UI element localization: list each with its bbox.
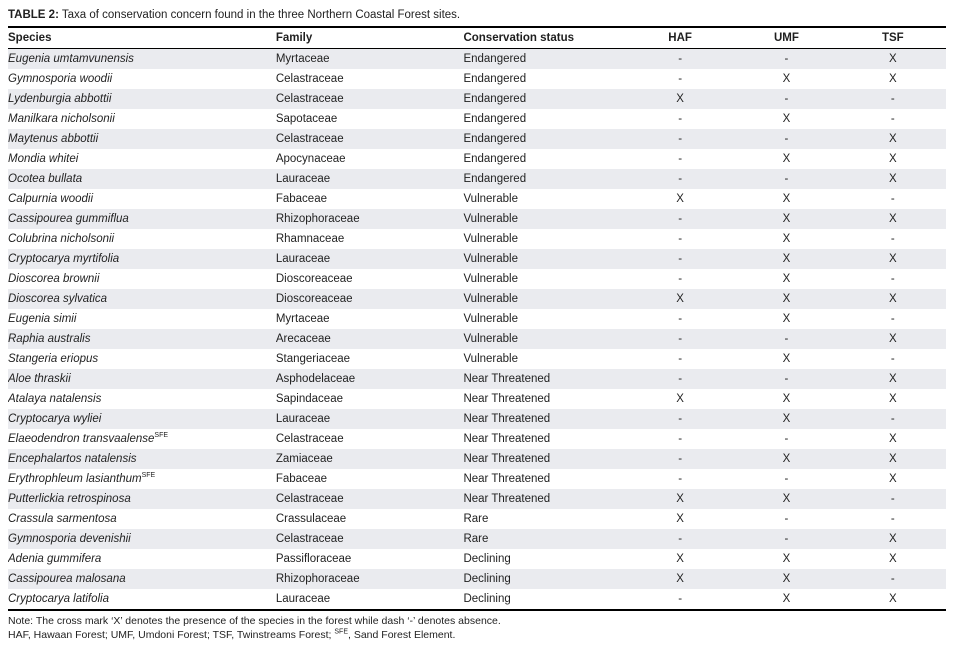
- tsf-mark-cell: -: [890, 93, 895, 105]
- status-cell: Rare: [463, 513, 489, 525]
- tsf-mark-cell: X: [888, 593, 897, 605]
- sfe-superscript: SFE: [141, 472, 156, 480]
- table-row: [8, 229, 946, 249]
- family-cell: Celastraceae: [275, 133, 344, 145]
- status-cell: Declining: [463, 573, 511, 585]
- status-cell: Declining: [463, 593, 511, 605]
- table-row: [8, 49, 946, 70]
- conservation-table: [8, 28, 946, 611]
- table-row: [8, 249, 946, 269]
- species-cell: Atalaya natalensis: [8, 393, 102, 405]
- table-body: [8, 49, 946, 611]
- tsf-mark-cell: X: [888, 173, 897, 185]
- family-cell: Lauraceae: [275, 173, 331, 185]
- family-cell: Lauraceae: [275, 413, 331, 425]
- family-cell: Celastraceae: [275, 73, 344, 85]
- table-row: [8, 329, 946, 349]
- haf-mark-cell: -: [678, 233, 683, 245]
- species-cell: Gymnosporia devenishii: [8, 533, 131, 545]
- umf-mark-cell: -: [784, 433, 789, 445]
- status-cell: Endangered: [463, 153, 527, 165]
- tsf-mark-cell: X: [888, 153, 897, 165]
- haf-mark-cell: -: [678, 273, 683, 285]
- umf-mark-cell: -: [784, 473, 789, 485]
- umf-mark-cell: X: [782, 293, 791, 305]
- haf-mark-cell: -: [678, 473, 683, 485]
- umf-mark-cell: -: [784, 53, 789, 65]
- sfe-superscript: SFE: [334, 628, 348, 635]
- family-cell: Lauraceae: [275, 253, 331, 265]
- table-row: [8, 589, 946, 610]
- species-cell: Cryptocarya myrtifolia: [8, 253, 120, 265]
- column-header-family: Family: [276, 28, 464, 49]
- species-cell: Raphia australis: [8, 333, 91, 345]
- haf-mark-cell: X: [676, 293, 684, 305]
- table-row: [8, 489, 946, 509]
- species-cell: Cryptocarya wyliei: [8, 413, 102, 425]
- column-header-status: Conservation status: [463, 28, 627, 49]
- table-row: [8, 349, 946, 369]
- haf-mark-cell: X: [676, 493, 684, 505]
- tsf-mark-cell: X: [888, 373, 897, 385]
- family-cell: Passifloraceae: [275, 553, 352, 565]
- footnote-abbreviations: [8, 629, 946, 643]
- species-cell: Elaeodendron transvaalense$^{SFE}$: [8, 432, 169, 445]
- status-cell: Rare: [463, 533, 489, 545]
- species-cell: Manilkara nicholsonii: [8, 113, 115, 125]
- column-header-umf: UMF: [733, 28, 839, 49]
- family-cell: Rhizophoraceae: [275, 213, 360, 225]
- umf-mark-cell: X: [782, 353, 791, 365]
- haf-mark-cell: X: [676, 393, 684, 405]
- umf-mark-cell: X: [782, 393, 791, 405]
- family-cell: Lauraceae: [275, 593, 331, 605]
- table-row: [8, 269, 946, 289]
- table-header: [8, 28, 946, 49]
- tsf-mark-cell: -: [890, 113, 895, 125]
- table-row: [8, 529, 946, 549]
- haf-mark-cell: -: [678, 253, 683, 265]
- table-row: [8, 369, 946, 389]
- species-cell: Colubrina nicholsonii: [8, 233, 115, 245]
- family-cell: Stangeriaceae: [275, 353, 351, 365]
- header-row: [8, 28, 946, 49]
- haf-mark-cell: -: [678, 313, 683, 325]
- haf-mark-cell: -: [678, 53, 683, 65]
- haf-mark-cell: -: [678, 453, 683, 465]
- family-cell: Zamiaceae: [275, 453, 333, 465]
- umf-mark-cell: X: [782, 553, 791, 565]
- species-cell: Maytenus abbottii: [8, 133, 99, 145]
- species-cell: Putterlickia retrospinosa: [8, 493, 131, 505]
- umf-mark-cell: -: [784, 333, 789, 345]
- haf-mark-cell: X: [676, 513, 684, 525]
- table-row: [8, 469, 946, 489]
- haf-mark-cell: X: [676, 93, 684, 105]
- umf-mark-cell: X: [782, 593, 791, 605]
- species-cell: Adenia gummifera: [8, 553, 102, 565]
- family-cell: Celastraceae: [275, 493, 344, 505]
- haf-mark-cell: -: [678, 133, 683, 145]
- tsf-mark-cell: X: [888, 553, 897, 565]
- umf-mark-cell: -: [784, 373, 789, 385]
- tsf-mark-cell: -: [890, 573, 895, 585]
- family-cell: Celastraceae: [275, 533, 344, 545]
- table-caption-text: Taxa of conservation concern found in the three Northern Coastal Forest sites.: [58, 9, 461, 21]
- status-cell: Endangered: [463, 53, 527, 65]
- table-row: [8, 409, 946, 429]
- status-cell: Near Threatened: [463, 493, 551, 505]
- status-cell: Vulnerable: [463, 233, 518, 245]
- status-cell: Vulnerable: [463, 293, 518, 305]
- species-cell: Mondia whitei: [8, 153, 79, 165]
- umf-mark-cell: X: [782, 453, 791, 465]
- species-cell: Cassipourea malosana: [8, 573, 126, 585]
- status-cell: Vulnerable: [463, 273, 518, 285]
- species-cell: Calpurnia woodii: [8, 193, 94, 205]
- status-cell: Vulnerable: [463, 193, 518, 205]
- species-cell: Lydenburgia abbottii: [8, 93, 112, 105]
- tsf-mark-cell: X: [888, 533, 897, 545]
- species-cell: Cryptocarya latifolia: [8, 593, 109, 605]
- status-cell: Endangered: [463, 113, 527, 125]
- family-cell: Dioscoreaceae: [275, 293, 353, 305]
- family-cell: Arecaceae: [275, 333, 331, 345]
- umf-mark-cell: X: [782, 273, 791, 285]
- tsf-mark-cell: X: [888, 53, 897, 65]
- tsf-mark-cell: -: [890, 193, 895, 205]
- umf-mark-cell: X: [782, 313, 791, 325]
- status-cell: Near Threatened: [463, 473, 551, 485]
- umf-mark-cell: X: [782, 73, 791, 85]
- table-number: TABLE 2:: [8, 9, 59, 21]
- species-cell: Dioscorea brownii: [8, 273, 100, 285]
- species-cell: Eugenia simii: [8, 313, 77, 325]
- haf-mark-cell: -: [678, 213, 683, 225]
- tsf-mark-cell: X: [888, 333, 897, 345]
- species-cell: Erythrophleum lasianthum$^{SFE}$: [8, 472, 156, 485]
- family-cell: Apocynaceae: [275, 153, 346, 165]
- column-header-tsf: TSF: [840, 28, 946, 49]
- haf-mark-cell: X: [676, 553, 684, 565]
- status-cell: Near Threatened: [463, 453, 551, 465]
- tsf-mark-cell: -: [890, 313, 895, 325]
- footnote-presence: Note: The cross mark ‘X’ denotes the presence of the species in the forest while dash ‘-’ denotes absence.: [8, 615, 501, 627]
- tsf-mark-cell: X: [888, 293, 897, 305]
- species-cell: Crassula sarmentosa: [8, 513, 117, 525]
- haf-mark-cell: -: [678, 593, 683, 605]
- status-cell: Vulnerable: [463, 213, 518, 225]
- status-cell: Endangered: [463, 173, 527, 185]
- status-cell: Vulnerable: [463, 333, 518, 345]
- tsf-mark-cell: X: [888, 453, 897, 465]
- table-row: [8, 449, 946, 469]
- tsf-mark-cell: X: [888, 213, 897, 225]
- haf-mark-cell: -: [678, 73, 683, 85]
- umf-mark-cell: -: [784, 133, 789, 145]
- status-cell: Near Threatened: [463, 433, 551, 445]
- tsf-mark-cell: X: [888, 393, 897, 405]
- table-row: [8, 189, 946, 209]
- umf-mark-cell: X: [782, 213, 791, 225]
- status-cell: Endangered: [463, 133, 527, 145]
- table-row: [8, 509, 946, 529]
- umf-mark-cell: X: [782, 153, 791, 165]
- umf-mark-cell: -: [784, 173, 789, 185]
- umf-mark-cell: X: [782, 233, 791, 245]
- tsf-mark-cell: X: [888, 433, 897, 445]
- umf-mark-cell: -: [784, 93, 789, 105]
- umf-mark-cell: X: [782, 493, 791, 505]
- table-row: [8, 109, 946, 129]
- table-footnotes: [8, 615, 946, 642]
- tsf-mark-cell: -: [890, 353, 895, 365]
- umf-mark-cell: X: [782, 253, 791, 265]
- species-cell: Encephalartos natalensis: [8, 453, 137, 465]
- status-cell: Near Threatened: [463, 373, 551, 385]
- family-cell: Dioscoreaceae: [275, 273, 353, 285]
- tsf-mark-cell: X: [888, 473, 897, 485]
- umf-mark-cell: X: [782, 413, 791, 425]
- status-cell: Vulnerable: [463, 253, 518, 265]
- family-cell: Rhamnaceae: [275, 233, 345, 245]
- tsf-mark-cell: -: [890, 233, 895, 245]
- haf-mark-cell: -: [678, 113, 683, 125]
- family-cell: Fabaceae: [275, 193, 327, 205]
- tsf-mark-cell: -: [890, 413, 895, 425]
- table-caption: [8, 7, 946, 28]
- haf-mark-cell: -: [678, 373, 683, 385]
- haf-mark-cell: X: [676, 193, 684, 205]
- column-header-species: Species: [8, 28, 276, 49]
- umf-mark-cell: -: [784, 533, 789, 545]
- status-cell: Vulnerable: [463, 313, 518, 325]
- tsf-mark-cell: X: [888, 133, 897, 145]
- table-row: [8, 209, 946, 229]
- table-row: [8, 549, 946, 569]
- haf-mark-cell: -: [678, 153, 683, 165]
- table-row: [8, 89, 946, 109]
- species-cell: Ocotea bullata: [8, 173, 83, 185]
- umf-mark-cell: -: [784, 513, 789, 525]
- family-cell: Rhizophoraceae: [275, 573, 360, 585]
- haf-mark-cell: -: [678, 173, 683, 185]
- status-cell: Near Threatened: [463, 413, 551, 425]
- haf-mark-cell: -: [678, 433, 683, 445]
- family-cell: Celastraceae: [275, 93, 344, 105]
- family-cell: Sapotaceae: [275, 113, 338, 125]
- haf-mark-cell: -: [678, 333, 683, 345]
- table-row: [8, 429, 946, 449]
- tsf-mark-cell: -: [890, 513, 895, 525]
- umf-mark-cell: X: [782, 573, 791, 585]
- species-cell: Aloe thraskii: [8, 373, 71, 385]
- haf-mark-cell: -: [678, 413, 683, 425]
- family-cell: Myrtaceae: [275, 313, 330, 325]
- family-cell: Myrtaceae: [275, 53, 330, 65]
- table-row: [8, 129, 946, 149]
- table-row: [8, 289, 946, 309]
- sfe-superscript: SFE: [154, 432, 169, 440]
- footnote-abbreviations-suffix: , Sand Forest Element.: [348, 628, 456, 641]
- table-row: [8, 389, 946, 409]
- table-row: [8, 169, 946, 189]
- status-cell: Endangered: [463, 73, 527, 85]
- status-cell: Vulnerable: [463, 353, 518, 365]
- haf-mark-cell: -: [678, 533, 683, 545]
- species-cell: Eugenia umtamvunensis: [8, 53, 134, 65]
- umf-mark-cell: X: [782, 193, 791, 205]
- species-cell: Gymnosporia woodii: [8, 73, 113, 85]
- footnote-abbreviations-text: HAF, Hawaan Forest; UMF, Umdoni Forest; TSF, Twinstreams Forest;: [8, 628, 335, 641]
- table-row: [8, 149, 946, 169]
- family-cell: Asphodelaceae: [275, 373, 356, 385]
- column-header-haf: HAF: [627, 28, 733, 49]
- status-cell: Declining: [463, 553, 511, 565]
- table-row: [8, 309, 946, 329]
- table-row: [8, 569, 946, 589]
- family-cell: Sapindaceae: [275, 393, 343, 405]
- tsf-mark-cell: X: [888, 73, 897, 85]
- haf-mark-cell: X: [676, 573, 684, 585]
- species-cell: Cassipourea gummiflua: [8, 213, 129, 225]
- species-cell: Stangeria eriopus: [8, 353, 99, 365]
- umf-mark-cell: X: [782, 113, 791, 125]
- status-cell: Endangered: [463, 93, 527, 105]
- tsf-mark-cell: X: [888, 253, 897, 265]
- tsf-mark-cell: -: [890, 273, 895, 285]
- family-cell: Celastraceae: [275, 433, 344, 445]
- family-cell: Crassulaceae: [275, 513, 347, 525]
- family-cell: Fabaceae: [275, 473, 327, 485]
- status-cell: Near Threatened: [463, 393, 551, 405]
- tsf-mark-cell: -: [890, 493, 895, 505]
- table-row: [8, 69, 946, 89]
- species-cell: Dioscorea sylvatica: [8, 293, 108, 305]
- haf-mark-cell: -: [678, 353, 683, 365]
